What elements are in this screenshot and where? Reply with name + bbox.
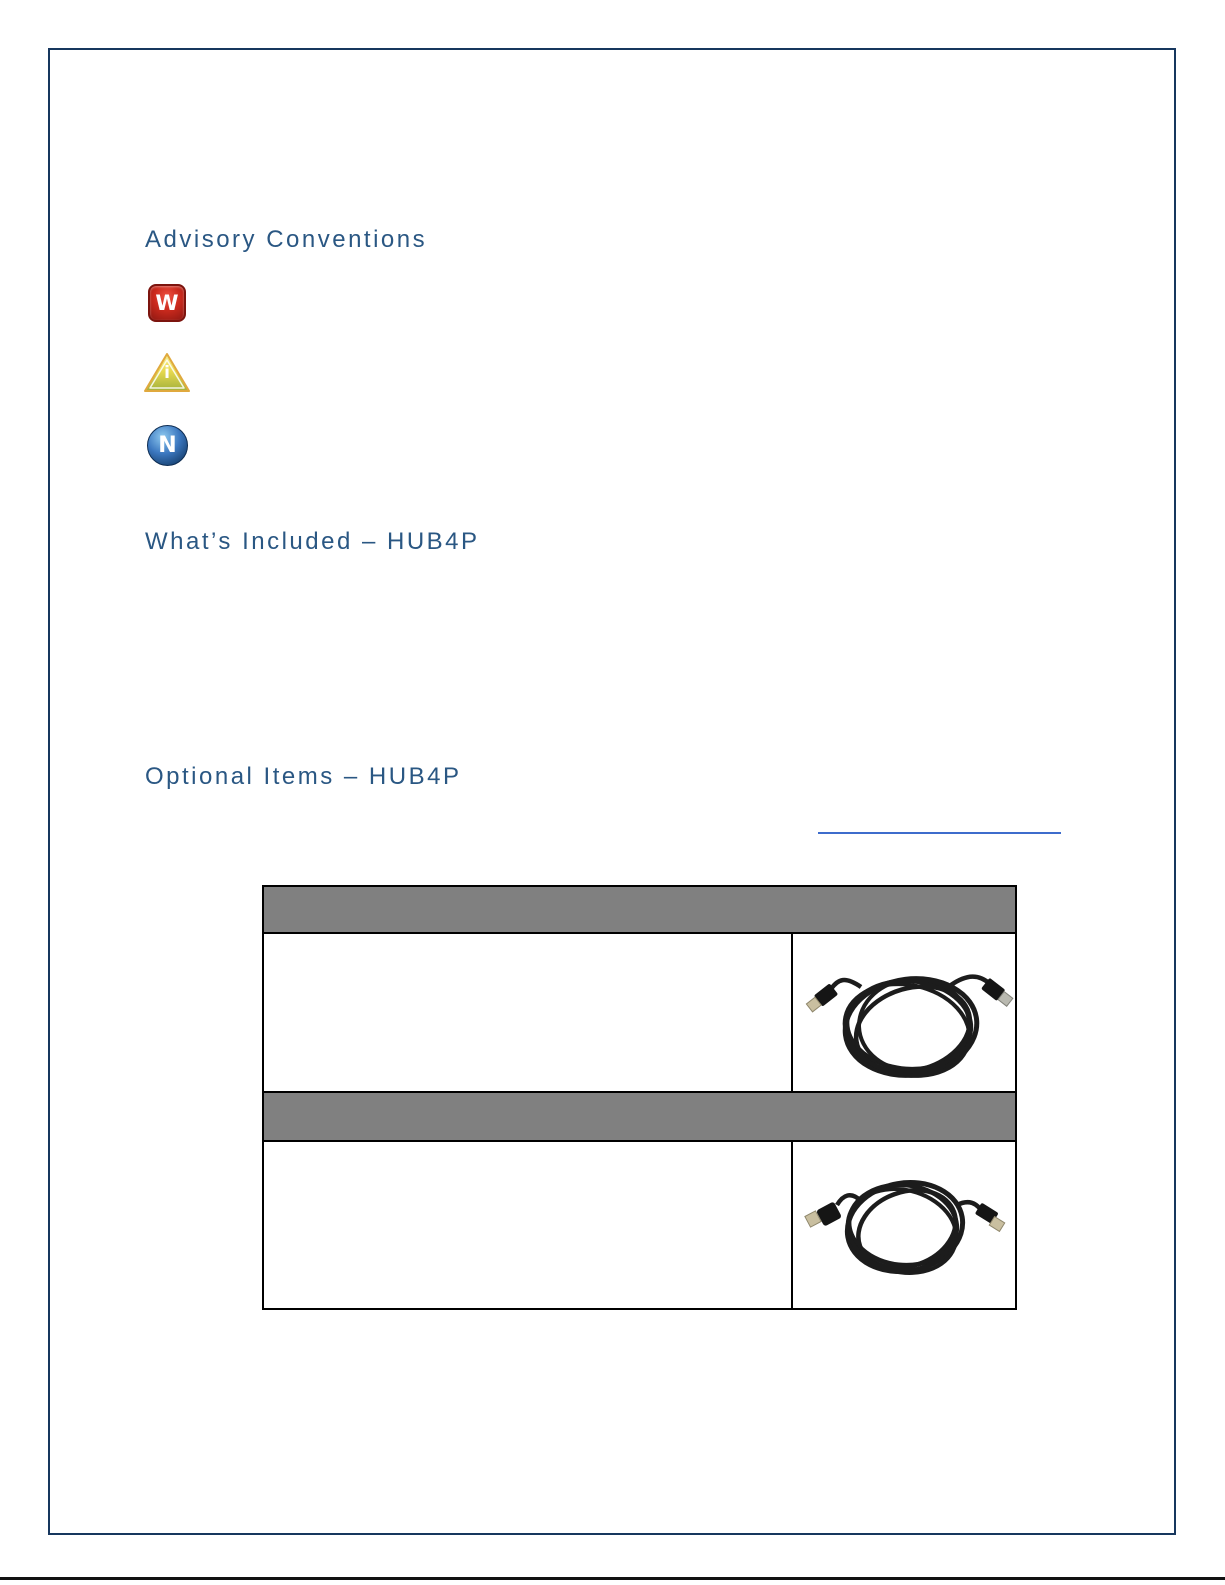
coiled-cable-photo-1 — [793, 935, 1015, 1090]
whats-included-heading: What’s Included – HUB4P — [145, 528, 480, 555]
optional-items-table — [262, 885, 1017, 1310]
hyperlink-underline[interactable] — [818, 832, 1061, 834]
page-bottom-rule — [0, 1577, 1225, 1580]
table-header-bar-2 — [264, 1091, 1015, 1142]
page-border — [48, 48, 1176, 1535]
warning-icon-letter: W — [155, 291, 179, 315]
advisory-conventions-heading: Advisory Conventions — [145, 226, 428, 253]
important-icon — [143, 351, 191, 394]
item-image-cell-1 — [793, 934, 1015, 1091]
note-icon — [147, 425, 188, 466]
optional-items-heading: Optional Items – HUB4P — [145, 763, 462, 790]
item-image-cell-2 — [793, 1142, 1015, 1308]
item-description-cell-1 — [264, 934, 793, 1091]
warning-icon — [148, 284, 186, 322]
important-icon-letter: i — [164, 363, 170, 383]
item-description-cell-2 — [264, 1142, 793, 1308]
note-icon-letter: N — [158, 433, 177, 458]
table-header-bar-1 — [264, 887, 1015, 934]
coiled-cable-photo-2 — [793, 1143, 1015, 1307]
